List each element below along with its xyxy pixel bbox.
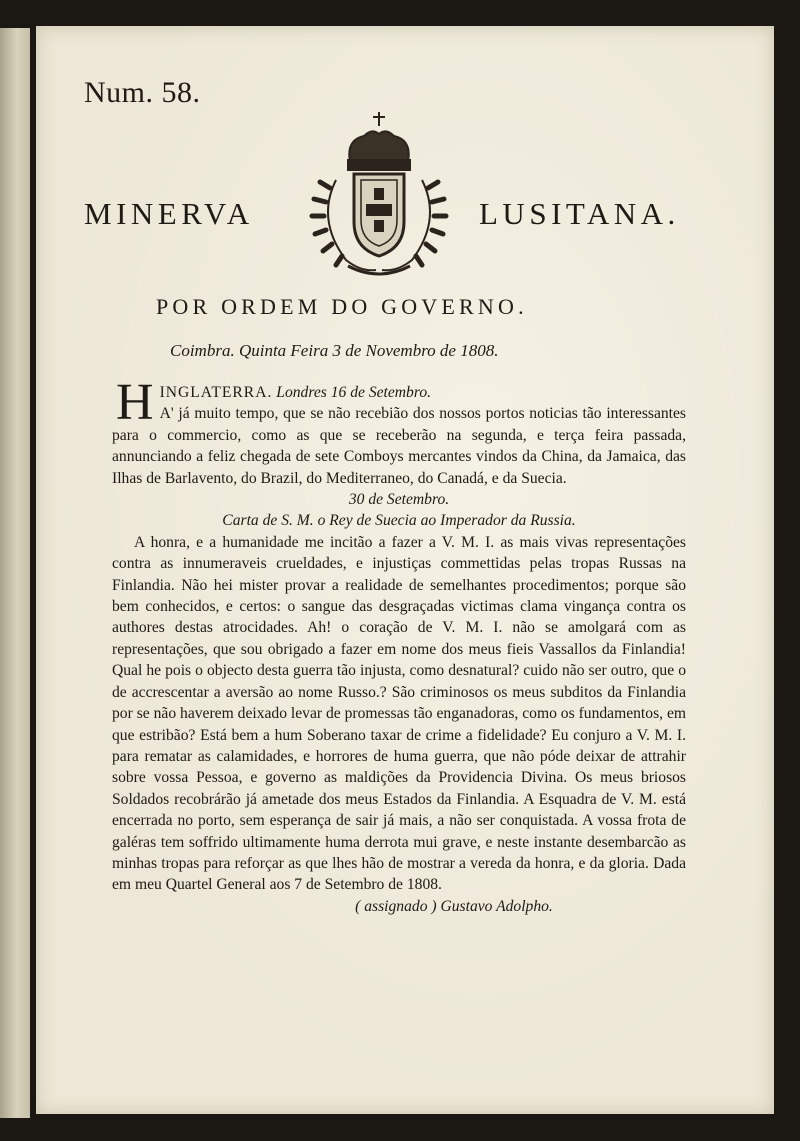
section-heading: INGLATERRA. (159, 384, 273, 401)
dateline: Coimbra. Quinta Feira 3 de Novembro de 1808. (170, 341, 499, 360)
masthead-subtitle: POR ORDEM DO GOVERNO. (156, 294, 528, 319)
opening-paragraph (112, 374, 686, 489)
letter-title: Carta de S. M. o Rey de Suecia ao Imperador da Russia. (222, 512, 576, 530)
masthead-title-right: LUSITANA. (479, 196, 680, 231)
opening-paragraph-text: A' já muito tempo, que se não recebião dos nossos portos noticias tão interessantes para o commercio, como as que se receberão na segunda, e terça feira passada, annunciando a feliz chegada de sete Comboys mercantes vindos da China, da Jamaica, das Ilhas de Barlavento, do Brazil, do Mediterraneo, do Canadá, e da Suecia. (112, 405, 686, 487)
royal-coat-of-arms-emblem (306, 110, 452, 282)
sub-date-line: 30 de Setembro. (348, 491, 450, 509)
section-place-date: Londres 16 de Setembro. (276, 384, 432, 401)
adjacent-page-edge (0, 28, 30, 1118)
masthead-title-left: MINERVA (84, 196, 254, 231)
signature-line: ( assignado ) Gustavo Adolpho. (355, 897, 553, 915)
drop-cap: H (116, 374, 154, 431)
letter-body: A honra, e a humanidade me incitão a fazer a V. M. I. as mais vivas representações contra as innumeraveis crueldades, e injustiças commettidas pelas tropas Russas na Finlandia. Não hei mister provar a realidade de semelhantes procedimentos; porque são bem conhecidos, e certos: o sangue das desgraçadas victimas clama vingança contra os authores destas atrocidades. Ah! o coração de V. M. I. não se amolgará com as representações, que sou obrigado a fazer em nome dos meus fieis Vassallos da Finlandia! Qual he pois o objecto desta guerra tão injusta, como desnatural? cuido não ser outro, que o de accrescentar a aversão ao nome Russo.? São criminosos os meus subditos da Finlandia por se não haverem deixado levar de promessas tão enganadoras, como os fundamentos, em que estribão? Está bem a hum Soberano taxar de crime a fidelidade? Eu conjuro a V. M. I. para rematar as calamidades, e horrores de huma guerra, que não póde deixar de attrahir sobre vossa Pessoa, e governo as maldições da Providencia Divina. Os meus briosos Soldados recobrárão já ametade dos meus Estados da Finlandia. A Esquadra de V. M. está encerrada no porto, sem esperança de sair já mais, a não ser conquistada. A vossa frota de galéras tem soffrido ultimamente huma derrota mui grave, e neste instante desembarcão as minhas tropas para reforçar as que lhes hão de mostrar a vereda da honra, e da gloria. Dada em meu Quartel General aos 7 de Setembro de 1808. (112, 533, 686, 894)
issue-number: Num. 58. (84, 76, 201, 109)
article-body (112, 374, 686, 917)
newspaper-page (36, 26, 774, 1114)
